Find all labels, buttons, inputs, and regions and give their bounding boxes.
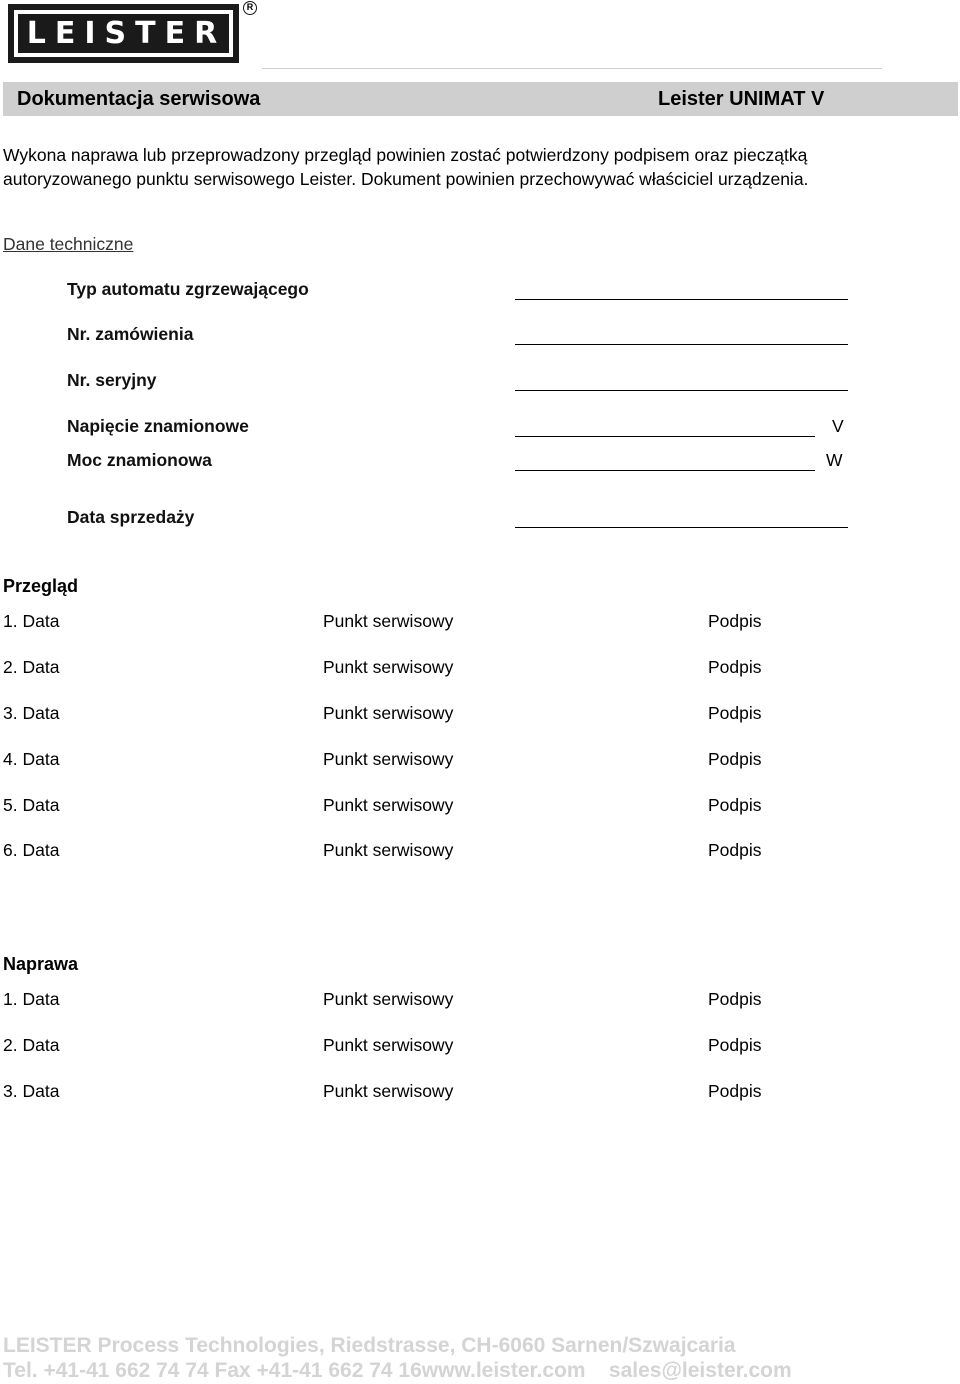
inspection-service-point: Punkt serwisowy (323, 703, 454, 723)
repair-heading: Naprawa (3, 954, 79, 974)
inspection-signature: Podpis (708, 703, 762, 723)
inspection-service-point: Punkt serwisowy (323, 657, 454, 677)
registered-mark-icon: R (243, 1, 257, 15)
inspection-signature: Podpis (708, 611, 762, 631)
inspection-service-point: Punkt serwisowy (323, 749, 454, 769)
leister-logo (8, 4, 239, 63)
intro-line-1: Wykona naprawa lub przeprowadzony przegląd powinien zostać potwierdzony podpisem oraz pieczątką (3, 145, 808, 165)
field-blank-rated-voltage[interactable] (515, 436, 815, 437)
header-divider (262, 68, 882, 69)
document-title: Dokumentacja serwisowa (17, 88, 261, 110)
field-blank-order-number[interactable] (515, 344, 848, 345)
repair-date: 2. Data (3, 1035, 60, 1055)
technical-data-heading: Dane techniczne (3, 234, 134, 254)
intro-line-2: autoryzowanego punktu serwisowego Leister. Dokument powinien przechowywać właściciel urządzenia. (3, 169, 809, 189)
inspection-service-point: Punkt serwisowy (323, 795, 454, 815)
logo-text: LEISTER (18, 14, 229, 53)
field-label-rated-voltage: Napięcie znamionowe (67, 416, 249, 436)
footer-address: LEISTER Process Technologies, Riedstrasse, CH-6060 Sarnen/Szwajcaria (3, 1334, 736, 1357)
field-label-type: Typ automatu zgrzewającego (67, 279, 309, 299)
repair-signature: Podpis (708, 1035, 762, 1055)
inspection-date: 5. Data (3, 795, 60, 815)
repair-service-point: Punkt serwisowy (323, 1081, 454, 1101)
inspection-service-point: Punkt serwisowy (323, 840, 454, 860)
inspection-signature: Podpis (708, 840, 762, 860)
repair-date: 3. Data (3, 1081, 60, 1101)
inspection-date: 6. Data (3, 840, 60, 860)
inspection-date: 1. Data (3, 611, 60, 631)
inspection-date: 4. Data (3, 749, 60, 769)
field-label-sale-date: Data sprzedaży (67, 507, 195, 527)
inspection-heading: Przegląd (3, 576, 79, 596)
repair-signature: Podpis (708, 989, 762, 1009)
repair-signature: Podpis (708, 1081, 762, 1101)
inspection-date: 3. Data (3, 703, 60, 723)
field-blank-serial-number[interactable] (515, 390, 848, 391)
unit-volt: V (832, 416, 844, 436)
inspection-signature: Podpis (708, 795, 762, 815)
inspection-date: 2. Data (3, 657, 60, 677)
field-label-order-number: Nr. zamówienia (67, 324, 194, 344)
field-label-rated-power: Moc znamionowa (67, 450, 212, 470)
footer-contact: Tel. +41-41 662 74 74 Fax +41-41 662 74 16www.leister.com sales@leister.com (3, 1359, 792, 1382)
repair-date: 1. Data (3, 989, 60, 1009)
unit-watt: W (826, 450, 843, 470)
inspection-signature: Podpis (708, 657, 762, 677)
inspection-service-point: Punkt serwisowy (323, 611, 454, 631)
repair-service-point: Punkt serwisowy (323, 989, 454, 1009)
repair-service-point: Punkt serwisowy (323, 1035, 454, 1055)
field-label-serial-number: Nr. seryjny (67, 370, 157, 390)
field-blank-sale-date[interactable] (515, 527, 848, 528)
inspection-signature: Podpis (708, 749, 762, 769)
product-name: Leister UNIMAT V (658, 88, 825, 110)
field-blank-type[interactable] (515, 299, 848, 300)
field-blank-rated-power[interactable] (515, 470, 815, 471)
